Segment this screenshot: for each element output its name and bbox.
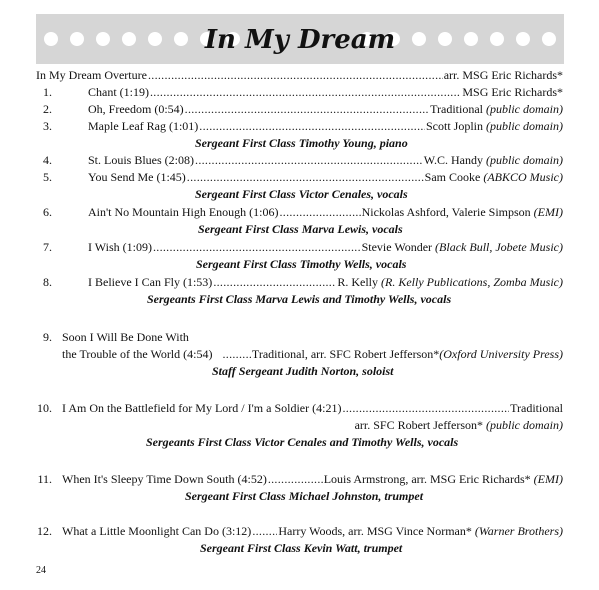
track-row xyxy=(88,153,563,167)
track-publisher: (Black Bull, Jobete Music) xyxy=(435,240,563,254)
track-row xyxy=(88,85,563,99)
track-title: You Send Me (1:45) xyxy=(88,170,186,184)
track-row xyxy=(62,347,563,361)
performer-credit: Sergeant First Class Victor Cenales, vocals xyxy=(195,187,408,201)
track-credit: Scott Joplin xyxy=(425,119,486,133)
track-publisher: (EMI) xyxy=(533,472,563,486)
page-title: In My Dream xyxy=(204,25,396,55)
leader-dots xyxy=(150,85,461,99)
track-row xyxy=(62,472,563,486)
track-row xyxy=(88,102,563,116)
track-title: What a Little Moonlight Can Do (3:12) xyxy=(62,524,252,538)
track-number: 5. xyxy=(43,170,52,184)
track-title: the Trouble of the World (4:54) xyxy=(62,347,213,361)
performer-credit: Sergeants First Class Marva Lewis and Timothy Wells, vocals xyxy=(147,292,452,306)
track-publisher: (ABKCO Music) xyxy=(483,170,563,184)
overture-credit: arr. MSG Eric Richards* xyxy=(443,68,563,82)
track-title: St. Louis Blues (2:08) xyxy=(88,153,195,167)
track-number: 4. xyxy=(43,153,52,167)
track-row xyxy=(62,401,563,415)
track-number: 10. xyxy=(37,401,52,415)
title-banner xyxy=(36,14,564,64)
track-credit: Nickolas Ashford, Valerie Simpson xyxy=(361,205,534,219)
leader-dots xyxy=(268,472,323,486)
track-title: Soon I Will Be Done With xyxy=(62,330,189,344)
track-publisher: (public domain) xyxy=(486,119,563,133)
track-credit: Traditional xyxy=(510,401,563,415)
track-row xyxy=(88,205,563,219)
track-number: 2. xyxy=(43,102,52,116)
track-publisher: (Warner Brothers) xyxy=(474,524,563,538)
track-publisher: (R. Kelly Publications, Zomba Music) xyxy=(381,275,563,289)
leader-dots xyxy=(252,524,277,538)
track-credit: Sam Cooke xyxy=(424,170,484,184)
leader-dots xyxy=(222,347,250,361)
leader-dots xyxy=(187,170,424,184)
track-title: I Wish (1:09) xyxy=(88,240,152,254)
track-title: Ain't No Mountain High Enough (1:06) xyxy=(88,205,279,219)
track-number: 3. xyxy=(43,119,52,133)
page-number: 24 xyxy=(36,565,46,576)
performer-credit: Sergeants First Class Victor Cenales and Timothy Wells, vocals xyxy=(146,435,459,449)
performer-credit: Staff Sergeant Judith Norton, soloist xyxy=(212,364,394,378)
track-title: I Believe I Can Fly (1:53) xyxy=(88,275,213,289)
track-number: 7. xyxy=(43,240,52,254)
track-title: Oh, Freedom (0:54) xyxy=(88,102,184,116)
track-number: 1. xyxy=(43,85,52,99)
track-number: 8. xyxy=(43,275,52,289)
leader-dots xyxy=(342,401,509,415)
leader-dots xyxy=(213,275,336,289)
leader-dots xyxy=(279,205,360,219)
performer-credit: Sergeant First Class Marva Lewis, vocals xyxy=(198,222,403,236)
track-row xyxy=(88,275,563,289)
track-row xyxy=(62,524,563,538)
track-number: 12. xyxy=(37,524,52,538)
leader-dots xyxy=(153,240,361,254)
track-credit: MSG Eric Richards* xyxy=(462,85,563,99)
track-publisher: (public domain) xyxy=(486,418,563,432)
leader-dots xyxy=(148,68,443,82)
overture-title: In My Dream Overture xyxy=(36,68,147,82)
track-title: I Am On the Battlefield for My Lord / I'm a Soldier (4:21) xyxy=(62,401,342,415)
track-credit: Harry Woods, arr. MSG Vince Norman* xyxy=(278,524,475,538)
leader-dots xyxy=(199,119,425,133)
track-credit: R. Kelly xyxy=(337,275,382,289)
leader-dots xyxy=(185,102,429,116)
track-row xyxy=(88,119,563,133)
performer-credit: Sergeant First Class Michael Johnston, trumpet xyxy=(185,489,424,503)
performer-credit: Sergeant First Class Timothy Young, piano xyxy=(195,136,408,150)
track-number: 11. xyxy=(37,472,52,486)
performer-credit: Sergeant First Class Timothy Wells, vocals xyxy=(196,257,407,271)
leader-dots xyxy=(195,153,423,167)
track-credit: W.C. Handy xyxy=(423,153,486,167)
track-publisher: (Oxford University Press) xyxy=(439,347,563,361)
track-credit: Louis Armstrong, arr. MSG Eric Richards* xyxy=(323,472,534,486)
track-title: Maple Leaf Rag (1:01) xyxy=(88,119,199,133)
track-row xyxy=(88,170,563,184)
track-publisher: (public domain) xyxy=(486,102,563,116)
performer-credit: Sergeant First Class Kevin Watt, trumpet xyxy=(200,541,403,555)
track-credit-continued xyxy=(355,418,563,432)
track-number: 9. xyxy=(43,330,52,344)
track-credit: Traditional, arr. SFC Robert Jefferson* xyxy=(251,347,440,361)
track-credit: Traditional xyxy=(430,102,486,116)
track-publisher: (public domain) xyxy=(486,153,563,167)
track-publisher: (EMI) xyxy=(533,205,563,219)
track-credit: Stevie Wonder xyxy=(361,240,436,254)
overture-row xyxy=(36,68,563,82)
track-row xyxy=(88,240,563,254)
track-title: When It's Sleepy Time Down South (4:52) xyxy=(62,472,267,486)
track-credit: arr. SFC Robert Jefferson* xyxy=(354,418,486,432)
track-number: 6. xyxy=(43,205,52,219)
track-title: Chant (1:19) xyxy=(88,85,149,99)
